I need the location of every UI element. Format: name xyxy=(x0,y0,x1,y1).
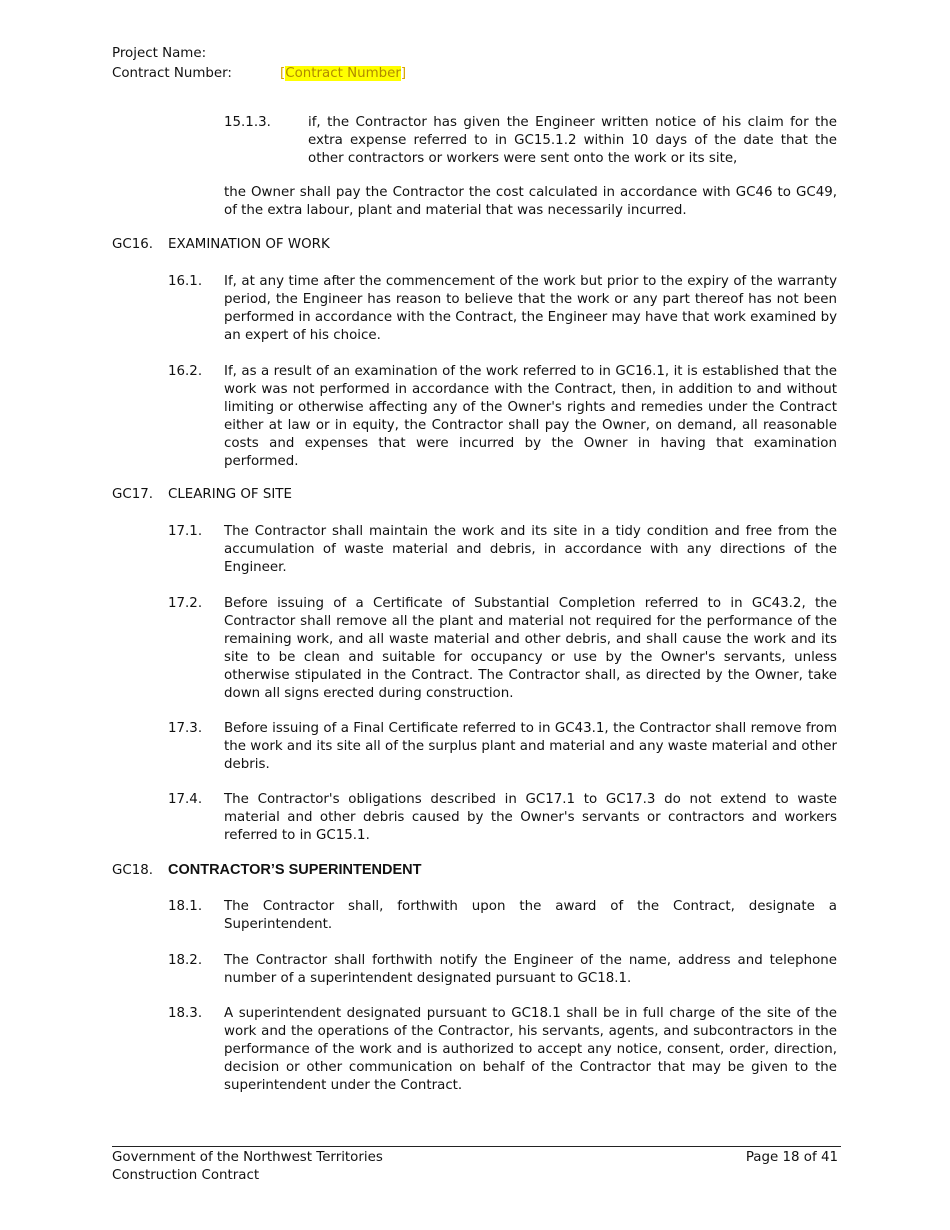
clause-text: Before issuing of a Certificate of Substantial Completion referred to in GC43.2, the Contractor shall remove all the plant and material not required for the performance of the remaining work, and all waste material and other debris, and shall cause the work and its site to be clean and suitable for occupancy or use by the Owner's servants, unless otherwise stipulated in the Contract. The Contractor shall, as directed by the Owner, take down all signs erected during construction. xyxy=(224,596,837,701)
clause-closing-text: the Owner shall pay the Contractor the cost calculated in accordance with GC46 to GC49, of the extra labour, plant and material that was necessarily incurred. xyxy=(224,185,837,218)
section-heading: GC18. CONTRACTOR’S SUPERINTENDENT xyxy=(112,862,422,878)
clause-text: if, the Contractor has given the Engineer written notice of his claim for the extra expense referred to in GC15.1.2 within 10 days of the date that the other contractors or workers were sent onto the work or its site, xyxy=(308,115,837,166)
clause-text: The Contractor shall, forthwith upon the award of the Contract, designate a Superintendent. xyxy=(224,899,837,932)
footer-divider xyxy=(112,1146,841,1147)
clause-text: A superintendent designated pursuant to GC18.1 shall be in full charge of the site of the work and the operations of the Contractor, his servants, agents, and subcontractors in the performance of the work and is authorized to accept any notice, consent, order, direction, decision or other communication on behalf of the Contractor that may be given to the superintendent under the Contract. xyxy=(224,1006,837,1093)
clause-number: 15.1.3. xyxy=(224,115,271,130)
section-heading: GC17. CLEARING OF SITE xyxy=(112,487,292,502)
contract-number-field[interactable]: [Contract Number] xyxy=(280,66,407,81)
section-heading: GC16. EXAMINATION OF WORK xyxy=(112,237,330,252)
footer-left xyxy=(112,1149,383,1185)
clause-number: 17.1. xyxy=(168,524,203,539)
clause-text: The Contractor's obligations described in GC17.1 to GC17.3 do not extend to waste material and other debris caused by the Owner's servants or contractors and workers referred to in GC15.1. xyxy=(224,792,837,843)
clause-number: 18.3. xyxy=(168,1006,203,1021)
clause-number: 18.2. xyxy=(168,953,203,968)
project-name-label: Project Name: xyxy=(112,46,207,61)
clause-text: If, as a result of an examination of the work referred to in GC16.1, it is established that the work was not performed in accordance with the Contract, then, in addition to and without limiting or otherwise affecting any of the Owner's rights and remedies under the Contract either at law or in equity, the Contractor shall pay the Owner, on demand, all reasonable costs and expenses that were incurred by the Owner in having that examination performed. xyxy=(224,364,837,469)
footer-document-type: Construction Contract xyxy=(112,1168,260,1183)
clause-text: The Contractor shall forthwith notify the Engineer of the name, address and telephone number of a superintendent designated pursuant to GC18.1. xyxy=(224,953,837,986)
clause-text: Before issuing of a Final Certificate referred to in GC43.1, the Contractor shall remove from the work and its site all of the surplus plant and material and any waste material and other debris. xyxy=(224,721,837,772)
contract-number-label: Contract Number: xyxy=(112,66,232,81)
clause-number: 16.1. xyxy=(168,274,203,289)
clause-number: 18.1. xyxy=(168,899,203,914)
clause-text: If, at any time after the commencement of the work but prior to the expiry of the warranty period, the Engineer has reason to believe that the work or any part thereof has not been performed in accordance with the Contract, the Engineer may have that work examined by an expert of his choice. xyxy=(224,274,837,343)
clause-text: The Contractor shall maintain the work and its site in a tidy condition and free from the accumulation of waste material and debris, in accordance with any directions of the Engineer. xyxy=(224,524,837,575)
clause-number: 17.2. xyxy=(168,596,203,611)
clause-number: 16.2. xyxy=(168,364,203,379)
page-number: Page 18 of 41 xyxy=(745,1150,838,1165)
footer-organization: Government of the Northwest Territories xyxy=(112,1150,383,1165)
clause-number: 17.4. xyxy=(168,792,203,807)
document-header xyxy=(112,44,406,84)
clause-number: 17.3. xyxy=(168,721,203,736)
